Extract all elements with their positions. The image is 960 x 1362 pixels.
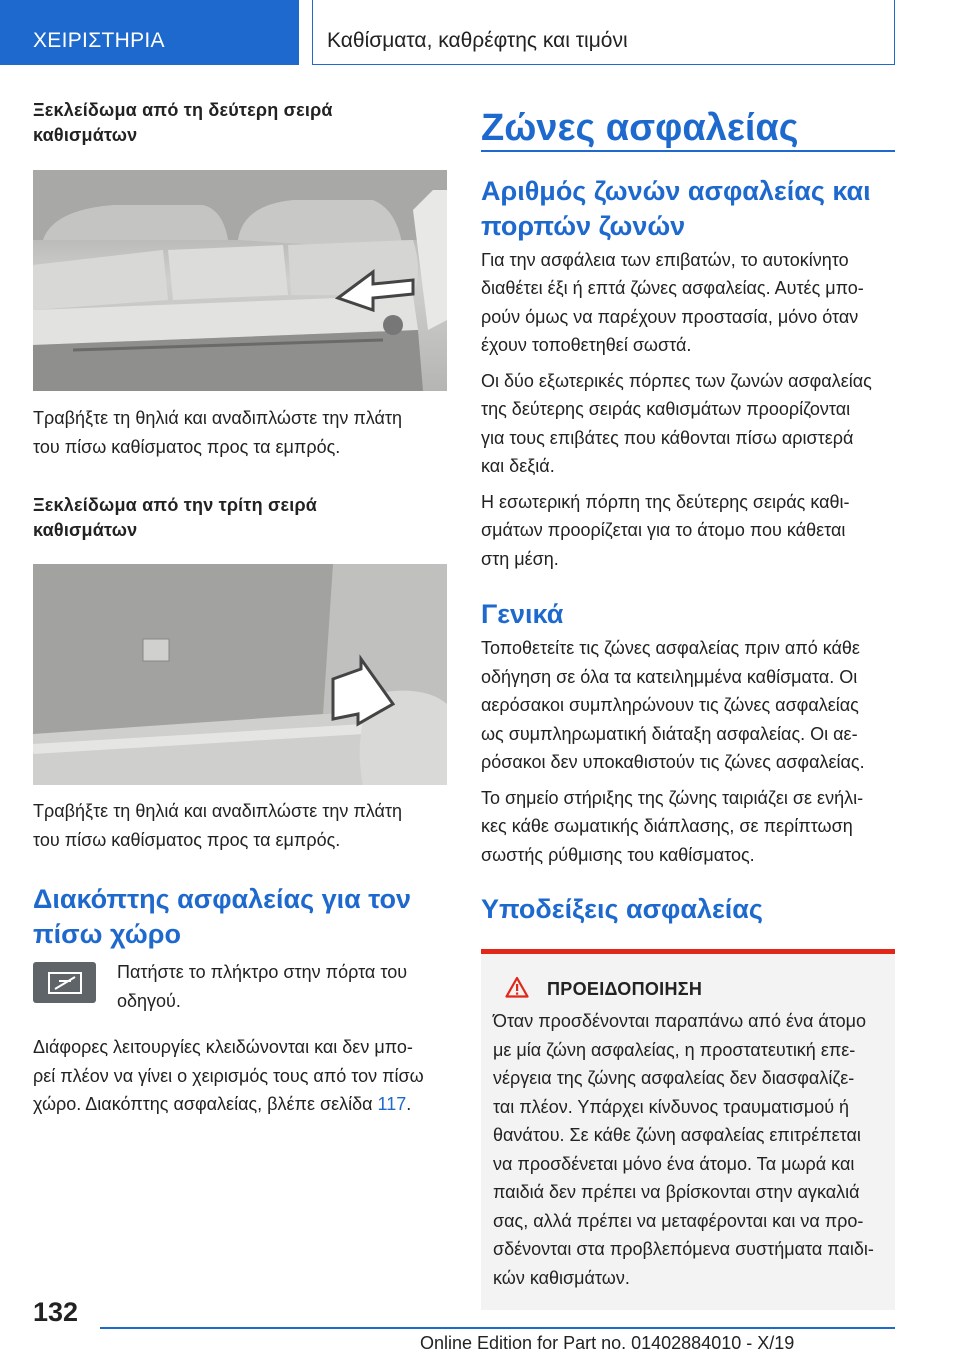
safety-switch-instruction: [33, 958, 447, 1015]
general-paragraph-2: Το σημείο στήριξης της ζώνης ταιριάζει σε ενήλι- κες κάθε σωματικής διάπλασης, σε περίπτωση σωστής ρύθμισης του καθίσματος.: [481, 787, 864, 865]
third-row-seat-photo: [33, 564, 447, 785]
safety-notes-heading: Υποδείξεις ασφαλείας: [481, 894, 763, 924]
chapter-title: Καθίσματα, καθρέφτης και τιμόνι: [312, 0, 895, 65]
belt-count-paragraph-3: Η εσωτερική πόρπη της δεύτερης σειράς καθι- σμάτων προορίζεται για το άτομο που κάθεται στη μέση.: [481, 491, 850, 569]
switch-instruction-text: Πατήστε το πλήκτρο στην πόρτα του οδηγού.: [117, 962, 408, 1011]
general-heading: Γενικά: [481, 599, 564, 629]
seat-belts-title: Ζώνες ασφαλείας: [481, 107, 799, 149]
warning-text: Όταν προσδένονται παραπάνω από ένα άτομο με μία ζώνη ασφαλείας, η προστατευτική επε- νέργεια της ζώνης ασφαλείας δεν διασφαλίζε- ται πλέον. Υπάρχει κίνδυνος τραυματισμού ή θανάτου. Σε κάθε ζώνη ασφαλείας επιτρέπεται να προσδένεται μόνο ένα άτομο. Τα μωρά και παιδιά δεν πρέπει να βρίσκονται στην αγκαλιά σας, αλλά πρέπει να μεταφέρονται και να προ- σδένονται στα προβλεπόμενα συστήματα παιδι- κών καθισμάτων.: [493, 1011, 874, 1288]
belt-count-paragraph-2: Οι δύο εξωτερικές πόρπες των ζωνών ασφαλείας της δεύτερης σειράς καθισμάτων προορίζονται για τους επιβάτες που κάθονται πίσω αριστερά και δεξιά.: [481, 370, 872, 476]
edition-footer: Online Edition for Part no. 01402884010 - X/19: [420, 1333, 795, 1353]
warning-title: ΠΡΟΕΙΔΟΠΟΙΗΣΗ: [547, 979, 703, 999]
safety-switch-heading: Διακόπτης ασφαλείας για τον πίσω χώρο: [33, 884, 412, 949]
second-row-heading: Ξεκλείδωμα από τη δεύτερη σειρά καθισμάτων: [33, 100, 333, 145]
warning-header: [493, 976, 883, 1003]
second-row-caption: Τραβήξτε τη θηλιά και αναδιπλώστε την πλάτη του πίσω καθίσματος προς τα εμπρός.: [33, 408, 403, 457]
third-row-heading: Ξεκλείδωμα από την τρίτη σειρά καθισμάτων: [33, 495, 318, 540]
left-column: [33, 98, 447, 1119]
belt-count-heading: Αριθμός ζωνών ασφαλείας και πορπών ζωνών: [481, 175, 871, 241]
footer-rule: [100, 1327, 895, 1329]
safety-switch-paragraph: Διάφορες λειτουργίες κλειδώνονται και δεν μπο- ρεί πλέον να γίνει ο χειρισμός τους από τον πίσω χώρο. Διακόπτης ασφαλείας, βλέπε σελίδα 117.: [33, 1037, 424, 1114]
warning-triangle-icon: [505, 976, 529, 1003]
third-row-caption: Τραβήξτε τη θηλιά και αναδιπλώστε την πλάτη του πίσω καθίσματος προς τα εμπρός.: [33, 801, 403, 850]
right-column: [481, 104, 895, 1310]
warning-box: [481, 949, 895, 1310]
second-row-seat-photo: [33, 170, 447, 391]
section-tab: ΧΕΙΡΙΣΤΗΡΙΑ: [0, 0, 299, 65]
general-paragraph-1: Τοποθετείτε τις ζώνες ασφαλείας πριν από κάθε οδήγηση σε όλα τα κατειλημμένα καθίσματα. Οι αερόσακοι συμπληρώνουν τις ζώνες ασφαλείας ως συμπληρωματική διάταξη ασφαλείας. Οι αε- ρόσακοι δεν υποκαθιστούν τις ζώνες ασφαλείας.: [481, 638, 865, 772]
window-lock-switch-icon: [33, 962, 96, 1003]
belt-count-paragraph-1: Για την ασφάλεια των επιβατών, το αυτοκίνητο διαθέτει έξι ή επτά ζώνες ασφαλείας. Αυτές μπο- ρούν όμως να παρέχουν προστασία, μόνο όταν έχουν τοποθετηθεί σωστά.: [481, 249, 864, 355]
page-number: 132: [33, 1297, 79, 1327]
page-reference-link[interactable]: 117: [377, 1094, 407, 1114]
